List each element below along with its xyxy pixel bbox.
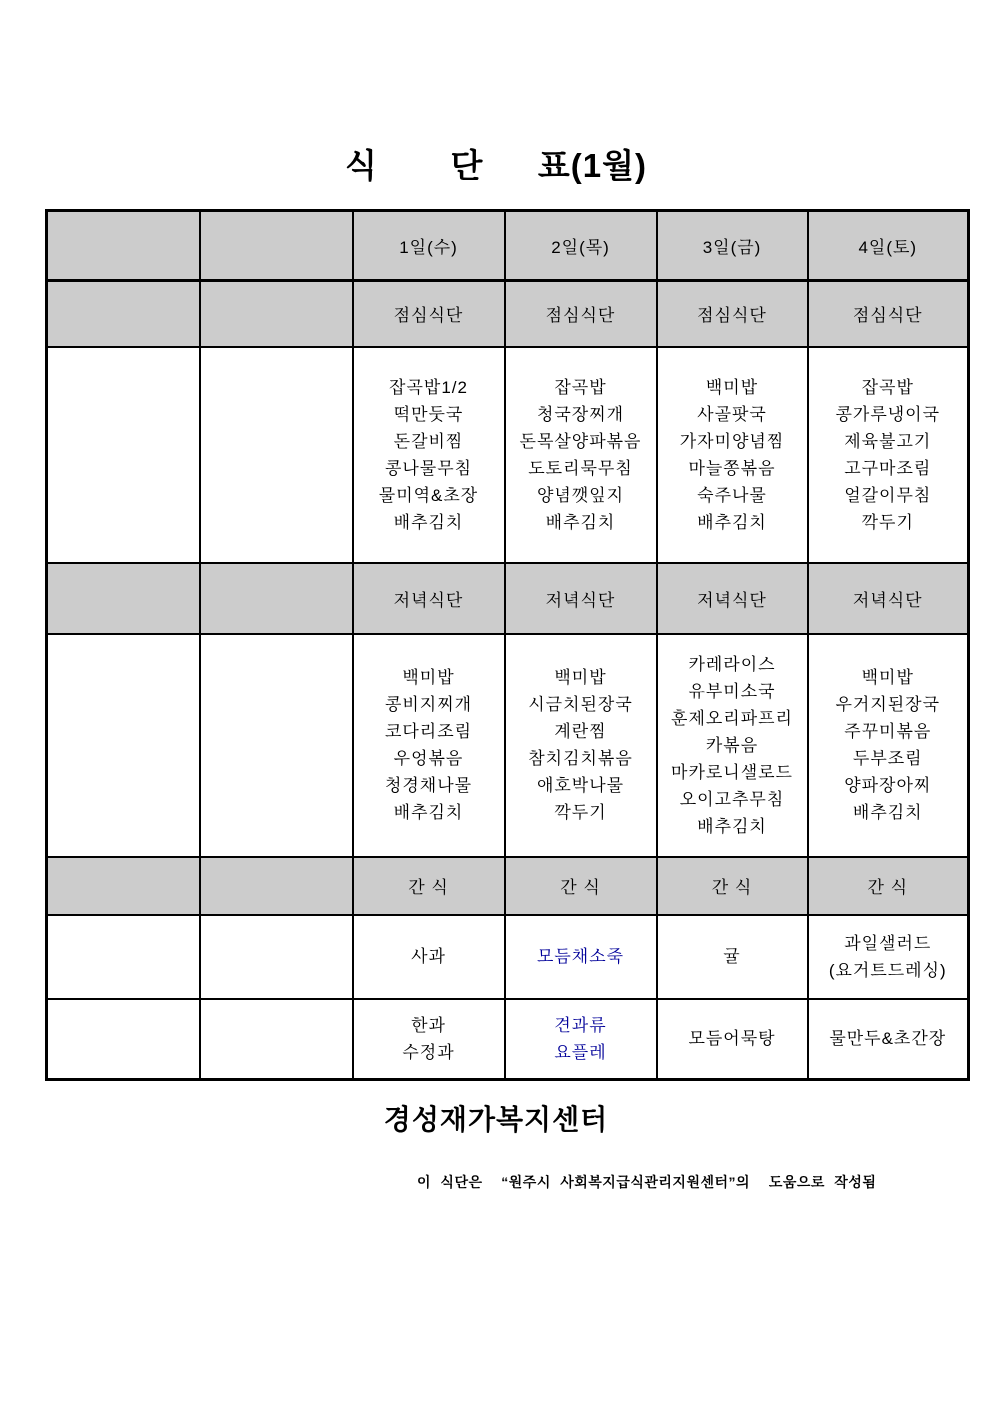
snack-label-cell: 간 식	[657, 857, 808, 915]
day-header-wed: 1일(수)	[353, 211, 505, 281]
dinner-menu-fri: 카레라이스 유부미소국 훈제오리파프리 카볶음 마카로니샐로드 오이고추무침 배추김치	[657, 634, 808, 857]
empty-cell	[200, 281, 353, 347]
meal-plan-table	[45, 209, 970, 1081]
lunch-menu-row	[47, 347, 969, 563]
empty-cell	[47, 634, 200, 857]
empty-cell	[200, 563, 353, 634]
dinner-label-cell: 저녁식단	[505, 563, 657, 634]
snack2-thu: 견과류 요플레	[505, 999, 657, 1080]
snack-row-2	[47, 999, 969, 1080]
empty-cell	[200, 857, 353, 915]
dinner-label-cell: 저녁식단	[353, 563, 505, 634]
day-header-thu: 2일(목)	[505, 211, 657, 281]
lunch-menu-fri: 백미밥 사골팟국 가자미양념찜 마늘쫑볶음 숙주나물 배추김치	[657, 347, 808, 563]
empty-cell	[47, 563, 200, 634]
attribution-note: 이 식단은 “원주시 사회복지급식관리지원센터”의 도움으로 작성됨	[417, 1174, 877, 1190]
snack-label-row	[47, 857, 969, 915]
lunch-menu-wed: 잡곡밥1/2 떡만둣국 돈갈비찜 콩나물무침 물미역&초장 배추김치	[353, 347, 505, 563]
snack2-wed: 한과 수정과	[353, 999, 505, 1080]
dinner-menu-thu: 백미밥 시금치된장국 계란찜 참치김치볶음 애호박나물 깍두기	[505, 634, 657, 857]
snack-label-cell: 간 식	[353, 857, 505, 915]
day-header-fri: 3일(금)	[657, 211, 808, 281]
snack2-fri: 모듬어묵탕	[657, 999, 808, 1080]
empty-cell	[200, 915, 353, 999]
dinner-label-row	[47, 563, 969, 634]
empty-cell	[47, 281, 200, 347]
snack1-thu: 모듬채소죽	[505, 915, 657, 999]
snack1-wed: 사과	[353, 915, 505, 999]
empty-cell	[200, 211, 353, 281]
day-header-row	[47, 211, 969, 281]
empty-cell	[47, 857, 200, 915]
dinner-label-cell: 저녁식단	[808, 563, 969, 634]
empty-cell	[47, 915, 200, 999]
lunch-menu-thu: 잡곡밥 청국장찌개 돈목살양파볶음 도토리묵무침 양념깻잎지 배추김치	[505, 347, 657, 563]
empty-cell	[47, 347, 200, 563]
empty-cell	[200, 347, 353, 563]
snack-row-1	[47, 915, 969, 999]
snack1-fri: 귤	[657, 915, 808, 999]
snack-label-cell: 간 식	[505, 857, 657, 915]
page-title: 식 단 표(1월)	[344, 147, 648, 184]
dinner-menu-sat: 백미밥 우거지된장국 주꾸미볶음 두부조림 양파장아찌 배추김치	[808, 634, 969, 857]
empty-cell	[200, 999, 353, 1080]
dinner-menu-row	[47, 634, 969, 857]
empty-cell	[47, 999, 200, 1080]
dinner-menu-wed: 백미밥 콩비지찌개 코다리조림 우엉볶음 청경채나물 배추김치	[353, 634, 505, 857]
lunch-label-row	[47, 281, 969, 347]
snack-label-cell: 간 식	[808, 857, 969, 915]
empty-cell	[47, 211, 200, 281]
day-header-sat: 4일(토)	[808, 211, 969, 281]
snack2-sat: 물만두&초간장	[808, 999, 969, 1080]
snack1-sat: 과일샐러드 (요거트드레싱)	[808, 915, 969, 999]
center-name: 경성재가복지센터	[383, 1104, 609, 1135]
empty-cell	[200, 634, 353, 857]
lunch-label-cell: 점심식단	[808, 281, 969, 347]
lunch-label-cell: 점심식단	[353, 281, 505, 347]
lunch-menu-sat: 잡곡밥 콩가루냉이국 제육불고기 고구마조림 얼갈이무침 깍두기	[808, 347, 969, 563]
lunch-label-cell: 점심식단	[505, 281, 657, 347]
lunch-label-cell: 점심식단	[657, 281, 808, 347]
dinner-label-cell: 저녁식단	[657, 563, 808, 634]
